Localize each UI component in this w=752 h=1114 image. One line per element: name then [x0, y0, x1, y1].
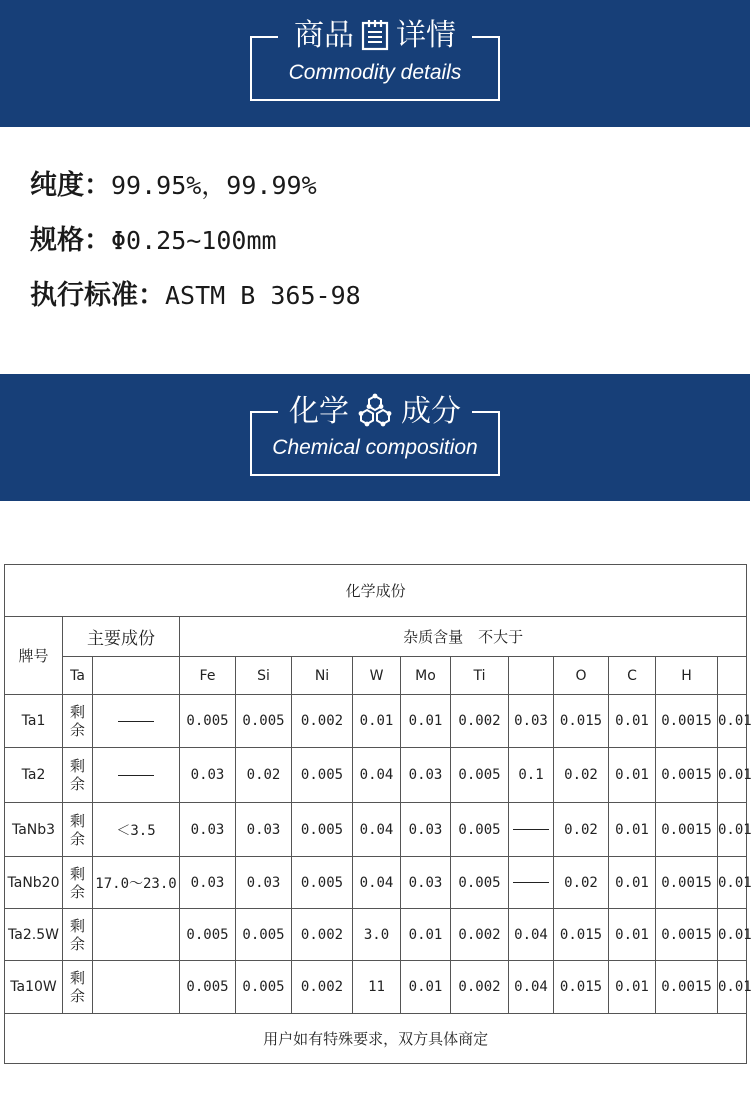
header-frame [250, 394, 500, 476]
table-row [5, 961, 747, 1014]
header-impurity: 杂质含量 不大于 [180, 617, 747, 657]
row-value: 0.01 [718, 961, 747, 1014]
row-value: 0.03 [401, 803, 451, 857]
header-main-composition: 主要成份 [63, 617, 180, 657]
header-banner-commodity [0, 0, 750, 127]
row-value: 0.02 [236, 748, 292, 803]
row-value: 0.015 [554, 695, 609, 748]
row-value: 0.005 [292, 857, 353, 909]
row-value: 0.02 [554, 803, 609, 857]
row-ta-text: 剩余 [69, 864, 85, 901]
row-value: 0.01 [718, 748, 747, 803]
row-value: 0.005 [292, 748, 353, 803]
dash-mark [513, 829, 549, 830]
row-value: 0.01 [609, 695, 656, 748]
row-ta [63, 909, 93, 961]
row-value: 0.03 [180, 803, 236, 857]
row-value: 0.04 [353, 803, 401, 857]
row-value: 0.002 [451, 961, 509, 1014]
header-element [509, 657, 554, 695]
header-title-en: Chemical composition [272, 436, 478, 459]
row-value: 0.0015 [656, 909, 718, 961]
row-value: 0.03 [180, 748, 236, 803]
header-element: W [353, 657, 401, 695]
row-ta [63, 803, 93, 857]
row-value: 0.01 [718, 857, 747, 909]
row-value: 0.015 [554, 961, 609, 1014]
row-main-composition [93, 748, 180, 803]
header-title-right: 成分 [401, 394, 461, 429]
row-value: 0.005 [236, 961, 292, 1014]
dash-mark [513, 882, 549, 883]
row-value: 0.0015 [656, 857, 718, 909]
row-value: 0.03 [401, 857, 451, 909]
spec-purity: 纯度：99.95%，99.99% [30, 170, 317, 201]
row-value: 0.03 [509, 695, 554, 748]
row-value: 0.01 [609, 748, 656, 803]
row-ta-text: 剩余 [69, 916, 85, 953]
row-value: 0.005 [451, 748, 509, 803]
row-value: 0.0015 [656, 695, 718, 748]
row-main-composition [93, 695, 180, 748]
header-element [718, 657, 747, 695]
row-value: 0.0015 [656, 748, 718, 803]
table-body [5, 695, 752, 1014]
header-element: C [609, 657, 656, 695]
header-title-cn [250, 18, 500, 60]
dash-mark [118, 721, 154, 722]
row-value: 0.02 [554, 857, 609, 909]
row-value: 0.005 [180, 695, 236, 748]
table-row [5, 803, 747, 857]
row-ta-text: 剩余 [69, 969, 85, 1005]
row-value: 0.02 [554, 748, 609, 803]
row-value: 0.01 [609, 909, 656, 961]
header-element: Si [236, 657, 292, 695]
row-value: 0.03 [401, 748, 451, 803]
header-element: Ti [451, 657, 509, 695]
row-ta-text: 剩余 [69, 703, 85, 739]
spec-standard: 执行标准：ASTM B 365-98 [30, 280, 361, 311]
table-row [5, 748, 747, 803]
header-banner-chemical [0, 374, 750, 501]
row-value: 0.01 [718, 909, 747, 961]
row-grade: Ta10W [5, 961, 63, 1014]
header-element: Fe [180, 657, 236, 695]
row-value: 0.005 [451, 803, 509, 857]
table-title: 化学成份 [5, 565, 747, 617]
row-value: 0.01 [353, 695, 401, 748]
row-value: 0.01 [401, 695, 451, 748]
row-value: 0.005 [180, 961, 236, 1014]
row-ta [63, 857, 93, 909]
spec-size: 规格：Φ0.25~100mm [30, 225, 277, 256]
row-value: 0.01 [401, 909, 451, 961]
header-title-left: 商品 [294, 18, 354, 53]
row-main-composition: 17.0～23.0 [93, 857, 180, 909]
row-value [509, 857, 554, 909]
header-element: H [656, 657, 718, 695]
table-row [5, 857, 747, 909]
row-value: 0.005 [236, 909, 292, 961]
row-grade: TaNb20 [5, 857, 63, 909]
row-grade: Ta2.5W [5, 909, 63, 961]
row-value: 0.002 [451, 909, 509, 961]
row-value: 0.002 [292, 695, 353, 748]
header-title-left: 化学 [289, 394, 349, 429]
table-row [5, 909, 747, 961]
row-value: 11 [353, 961, 401, 1014]
row-value: 0.01 [609, 803, 656, 857]
composition-table [4, 564, 752, 1064]
row-main-composition: ＜3.5 [93, 803, 180, 857]
row-value: 0.03 [180, 857, 236, 909]
header-ta: Ta [63, 657, 93, 695]
row-ta [63, 695, 93, 748]
header-title-en: Commodity details [288, 61, 462, 84]
header-element: O [554, 657, 609, 695]
row-value: 0.005 [180, 909, 236, 961]
row-value: 0.01 [718, 803, 747, 857]
row-value: 0.04 [353, 748, 401, 803]
notepad-icon [360, 19, 390, 60]
row-value: 0.005 [292, 803, 353, 857]
row-value: 0.005 [451, 857, 509, 909]
row-value: 0.015 [554, 909, 609, 961]
row-value: 0.0015 [656, 961, 718, 1014]
row-value [509, 803, 554, 857]
row-value: 0.01 [609, 857, 656, 909]
row-value: 0.1 [509, 748, 554, 803]
table-footer-note: 用户如有特殊要求，双方具体商定 [5, 1014, 747, 1064]
row-ta [63, 961, 93, 1014]
row-value: 0.01 [718, 695, 747, 748]
row-ta-text: 剩余 [69, 811, 85, 848]
row-value: 0.005 [236, 695, 292, 748]
row-value: 0.01 [401, 961, 451, 1014]
header-element: Ni [292, 657, 353, 695]
header-title-cn [250, 393, 500, 436]
row-value: 0.03 [236, 857, 292, 909]
row-value: 0.0015 [656, 803, 718, 857]
header-frame [250, 18, 500, 101]
header-title-right: 详情 [396, 18, 456, 53]
row-value: 0.002 [292, 909, 353, 961]
row-value: 0.04 [353, 857, 401, 909]
dash-mark [118, 775, 154, 776]
row-main-composition [93, 909, 180, 961]
row-value: 0.01 [609, 961, 656, 1014]
row-value: 0.002 [451, 695, 509, 748]
row-value: 3.0 [353, 909, 401, 961]
header-grade: 牌号 [5, 617, 63, 695]
molecule-icon [355, 393, 395, 436]
row-value: 0.04 [509, 909, 554, 961]
header-element: Mo [401, 657, 451, 695]
spec-list [30, 170, 361, 335]
row-value: 0.04 [509, 961, 554, 1014]
row-ta [63, 748, 93, 803]
row-grade: Ta2 [5, 748, 63, 803]
row-ta-text: 剩余 [69, 757, 85, 793]
row-value: 0.002 [292, 961, 353, 1014]
table-row [5, 695, 747, 748]
row-value: 0.03 [236, 803, 292, 857]
row-grade: TaNb3 [5, 803, 63, 857]
row-main-composition [93, 961, 180, 1014]
row-grade: Ta1 [5, 695, 63, 748]
